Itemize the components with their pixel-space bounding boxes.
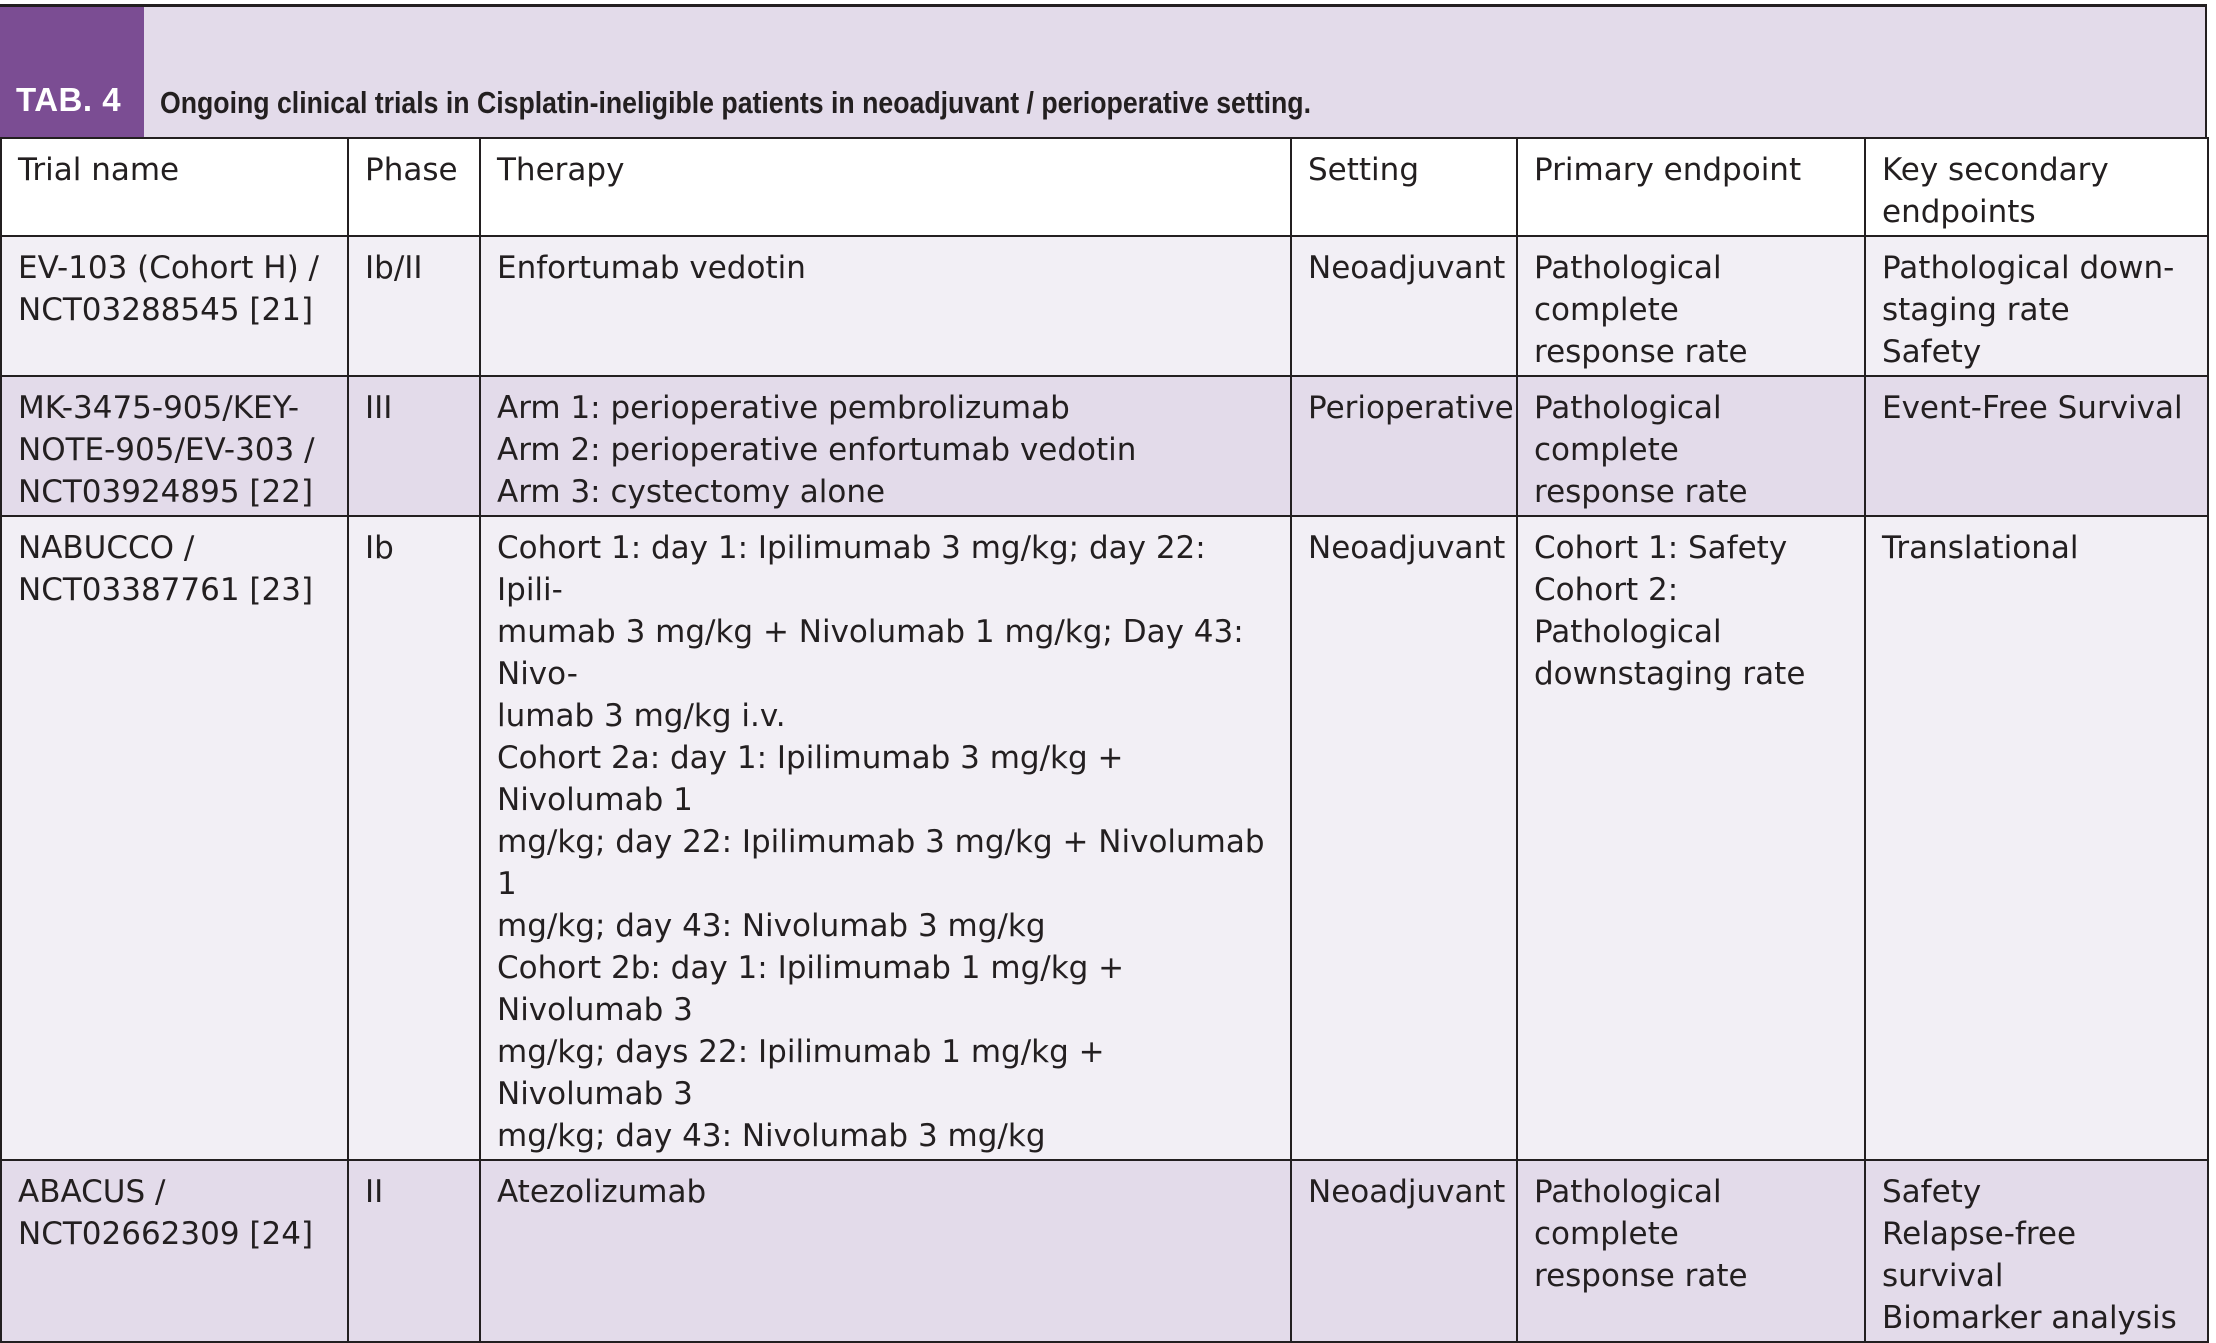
primary-endpoint-cell: Cohort 1: Safety Cohort 2: Pathological downstaging rate	[1517, 516, 1865, 1160]
trial-name-cell: MK-3475-905/KEY- NOTE-905/EV-303 / NCT03924895 [22]	[1, 376, 348, 516]
primary-endpoint-cell: Pathological complete response rate	[1517, 1160, 1865, 1342]
primary-endpoint-cell: Pathological complete response rate	[1517, 236, 1865, 376]
trials-table	[0, 137, 2209, 1343]
table-row	[1, 236, 2208, 376]
column-header: Trial name	[1, 138, 348, 236]
column-header: Primary endpoint	[1517, 138, 1865, 236]
trial-name-cell: EV-103 (Cohort H) / NCT03288545 [21]	[1, 236, 348, 376]
column-header: Key secondary endpoints	[1865, 138, 2208, 236]
phase-cell: II	[348, 1160, 480, 1342]
trial-name-cell: NABUCCO / NCT03387761 [23]	[1, 516, 348, 1160]
table-figure	[0, 4, 2207, 1336]
phase-cell: III	[348, 376, 480, 516]
table-row	[1, 516, 2208, 1160]
column-header: Therapy	[480, 138, 1291, 236]
table-caption: Ongoing clinical trials in Cisplatin-ineligible patients in neoadjuvant / perioperative setting.	[160, 85, 1312, 120]
therapy-cell: Arm 1: perioperative pembrolizumab Arm 2: perioperative enfortumab vedotin Arm 3: cystectomy alone	[480, 376, 1291, 516]
table-row	[1, 1160, 2208, 1342]
secondary-endpoints-cell: Safety Relapse-free survival Biomarker analysis	[1865, 1160, 2208, 1342]
setting-cell: Neoadjuvant	[1291, 516, 1517, 1160]
phase-cell: Ib	[348, 516, 480, 1160]
trial-name-cell: ABACUS / NCT02662309 [24]	[1, 1160, 348, 1342]
secondary-endpoints-cell: Pathological down- staging rate Safety	[1865, 236, 2208, 376]
secondary-endpoints-cell: Translational	[1865, 516, 2208, 1160]
phase-cell: Ib/II	[348, 236, 480, 376]
setting-cell: Neoadjuvant	[1291, 1160, 1517, 1342]
therapy-cell: Atezolizumab	[480, 1160, 1291, 1342]
therapy-cell: Enfortumab vedotin	[480, 236, 1291, 376]
table-header-bar	[0, 7, 2207, 137]
setting-cell: Neoadjuvant	[1291, 236, 1517, 376]
column-header: Phase	[348, 138, 480, 236]
therapy-cell: Cohort 1: day 1: Ipilimumab 3 mg/kg; day 22: Ipili- mumab 3 mg/kg + Nivolumab 1 mg/kg; Day 43: Nivo- lumab 3 mg/kg i.v. Cohort 2a: day 1: Ipilimumab 3 mg/kg + Nivolumab 1 mg/kg; day 22: Ipilimumab 3 mg/kg + Nivolumab 1 mg/kg; day 43: Nivolumab 3 mg/kg Cohort 2b: day 1: Ipilimumab 1 mg/kg + Nivolumab 3 mg/kg; days 22: Ipilimumab 1 mg/kg + Nivolumab 3 mg/kg; day 43: Nivolumab 3 mg/kg	[480, 516, 1291, 1160]
primary-endpoint-cell: Pathological complete response rate	[1517, 376, 1865, 516]
secondary-endpoints-cell: Event-Free Survival	[1865, 376, 2208, 516]
table-label: TAB. 4	[0, 7, 144, 137]
table-header-row	[1, 138, 2208, 236]
column-header: Setting	[1291, 138, 1517, 236]
table-row	[1, 376, 2208, 516]
setting-cell: Perioperative	[1291, 376, 1517, 516]
